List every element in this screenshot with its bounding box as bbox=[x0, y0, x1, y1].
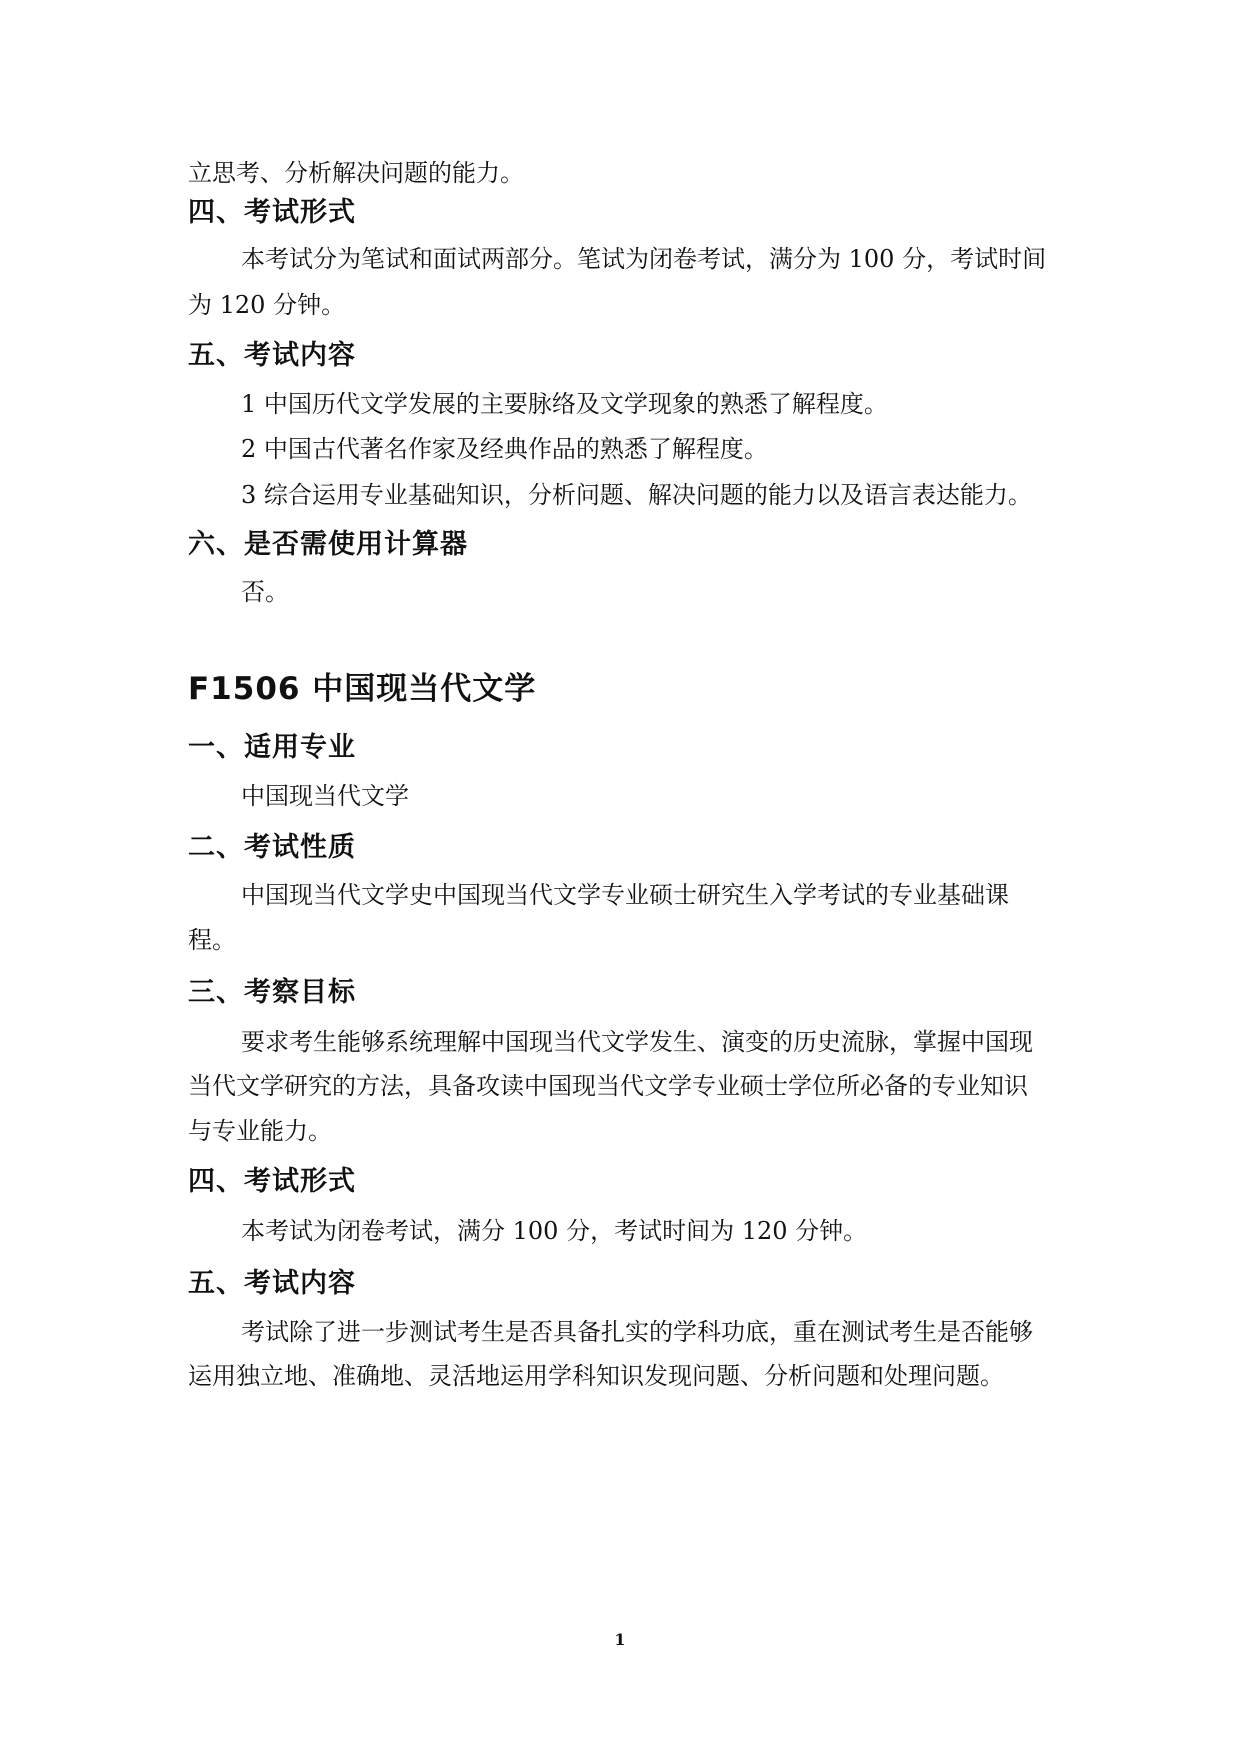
paragraph-exam-form-2: 本考试为闭卷考试，满分 100 分，考试时间为 120 分钟。 bbox=[241, 1217, 868, 1245]
section-title: F1506 中国现当代文学 bbox=[188, 671, 537, 707]
heading-applicable-major: 一、适用专业 bbox=[188, 732, 356, 763]
paragraph-exam-objective-line1: 要求考生能够系统理解中国现当代文学发生、演变的历史流脉，掌握中国现 bbox=[241, 1028, 1033, 1056]
heading-exam-content: 五、考试内容 bbox=[188, 340, 356, 371]
heading-exam-content-2: 五、考试内容 bbox=[188, 1268, 356, 1299]
paragraph-applicable-major: 中国现当代文学 bbox=[241, 782, 409, 810]
paragraph-calculator: 否。 bbox=[241, 578, 289, 606]
heading-exam-form: 四、考试形式 bbox=[188, 197, 356, 228]
heading-exam-nature: 二、考试性质 bbox=[188, 832, 356, 863]
paragraph-exam-form-line2: 为 120 分钟。 bbox=[188, 291, 346, 319]
list-item: 1 中国历代文学发展的主要脉络及文学现象的熟悉了解程度。 bbox=[241, 390, 888, 418]
continuation-text: 立思考、分析解决问题的能力。 bbox=[188, 159, 524, 187]
list-item: 3 综合运用专业基础知识，分析问题、解决问题的能力以及语言表达能力。 bbox=[241, 481, 1032, 509]
heading-calculator: 六、是否需使用计算器 bbox=[188, 529, 468, 560]
paragraph-exam-objective-line3: 与专业能力。 bbox=[188, 1117, 332, 1145]
paragraph-exam-nature-line2: 程。 bbox=[188, 926, 236, 954]
list-item: 2 中国古代著名作家及经典作品的熟悉了解程度。 bbox=[241, 435, 768, 463]
paragraph-exam-content-2-line1: 考试除了进一步测试考生是否具备扎实的学科功底，重在测试考生是否能够 bbox=[241, 1318, 1033, 1346]
paragraph-exam-form-line1: 本考试分为笔试和面试两部分。笔试为闭卷考试，满分为 100 分，考试时间 bbox=[241, 245, 1047, 273]
heading-exam-objective: 三、考察目标 bbox=[188, 977, 356, 1008]
paragraph-exam-objective-line2: 当代文学研究的方法，具备攻读中国现当代文学专业硕士学位所必备的专业知识 bbox=[188, 1072, 1028, 1100]
heading-exam-form-2: 四、考试形式 bbox=[188, 1166, 356, 1197]
page-number: 1 bbox=[614, 1630, 626, 1649]
paragraph-exam-nature-line1: 中国现当代文学史中国现当代文学专业硕士研究生入学考试的专业基础课 bbox=[241, 881, 1009, 909]
paragraph-exam-content-2-line2: 运用独立地、准确地、灵活地运用学科知识发现问题、分析问题和处理问题。 bbox=[188, 1362, 1004, 1390]
